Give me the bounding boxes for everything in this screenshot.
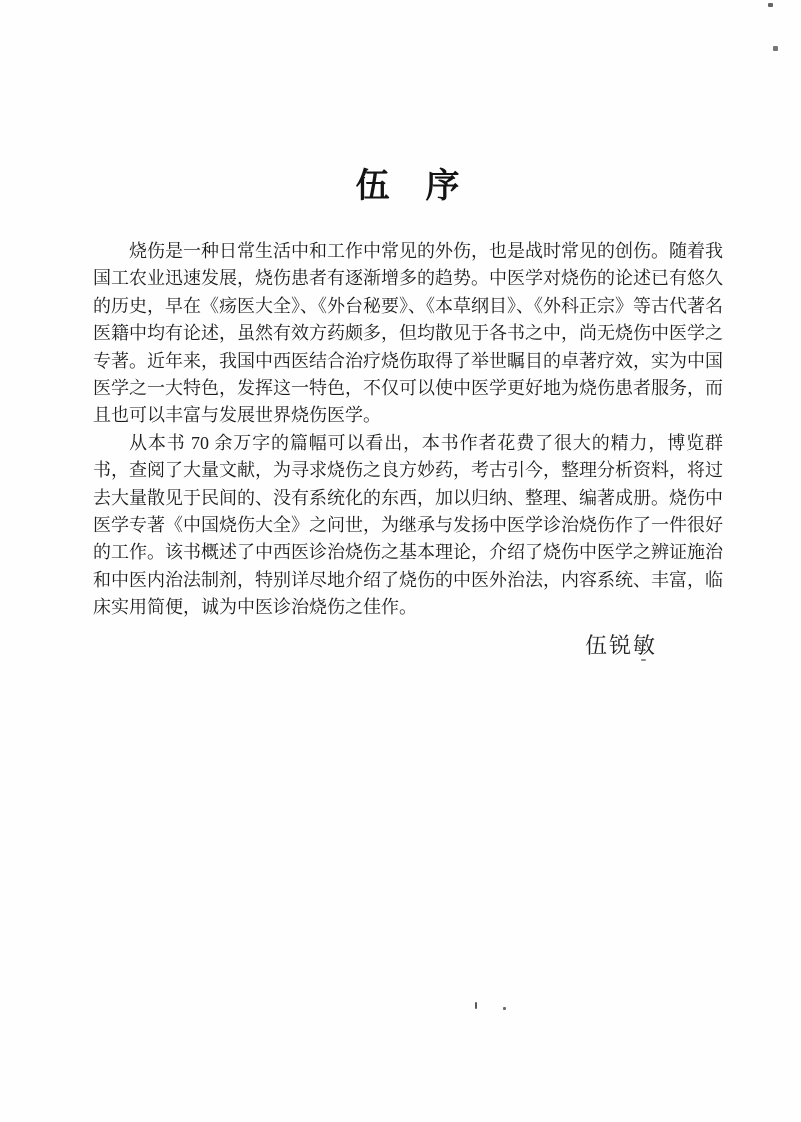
- scan-speck: [641, 659, 646, 661]
- scan-speck: [768, 3, 773, 7]
- preface-paragraph-2: 从本书 70 余万字的篇幅可以看出，本书作者花费了很大的精力，博览群书，查阅了大量文献，为寻求烧伤之良方妙药，考古引今，整理分析资料，将过去大量散见于民间的、没有系统化的东西，加以归纳、整理、编著成册。烧伤中医学专著《中国烧伤大全》之问世，为继承与发扬中医学诊治烧伤作了一件很好的工作。该书概述了中西医诊治烧伤之基本理论，介绍了烧伤中医学之辨证施治和中医内治法制剂，特别详尽地介绍了烧伤的中医外治法，内容系统、丰富，临床实用简便，诚为中医诊治烧伤之佳作。: [93, 432, 723, 618]
- scan-speck: [475, 1002, 477, 1009]
- author-signature: 伍锐敏: [584, 633, 657, 658]
- scan-speck: [503, 1007, 506, 1010]
- preface-paragraph-1: 烧伤是一种日常生活中和工作中常见的外伤，也是战时常见的创伤。随着我国工农业迅速发展，烧伤患者有逐渐增多的趋势。中医学对烧伤的论述已有悠久的历史，早在《疡医大全》、《外台秘要》、《本草纲目》、《外科正宗》等古代著名医籍中均有论述，虽然有效方药颇多，但均散见于各书之中，尚无烧伤中医学之专著。近年来，我国中西医结合治疗烧伤取得了举世瞩目的卓著疗效，实为中国医学之一大特色，发挥这一特色，不仅可以使中医学更好地为烧伤患者服务，而且也可以丰富与发展世界烧伤医学。: [93, 241, 723, 426]
- scan-speck: [773, 46, 778, 51]
- preface-title: 伍 序: [355, 166, 461, 206]
- preface-body: [93, 238, 723, 622]
